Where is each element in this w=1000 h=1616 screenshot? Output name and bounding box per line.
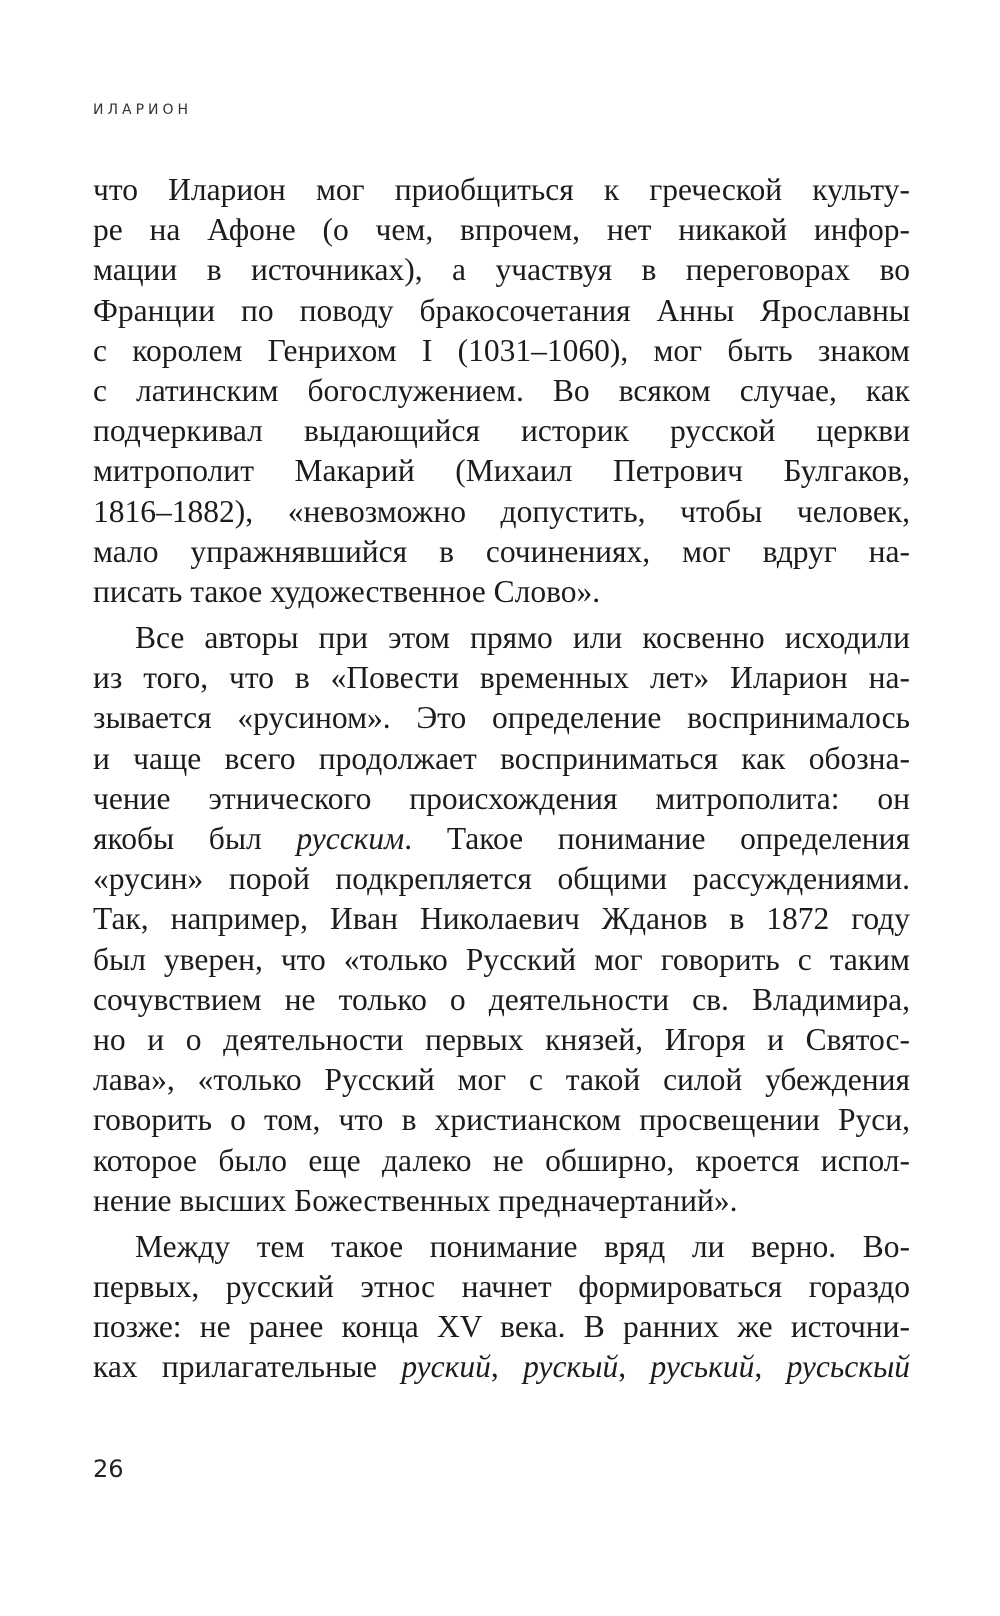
text-line [93,980,910,1020]
text-line [93,1347,910,1387]
text-line [93,1307,910,1347]
text-segment: лава», «только Русский мог с такой силой убеждения [93,1062,910,1098]
text-line [93,331,910,371]
text-segment: подчеркивал выдающийся историк русской церкви [93,413,910,449]
text-line [93,572,910,612]
text-segment: ре на Афоне (о чем, впрочем, нет никакой инфор- [93,212,910,248]
text-segment: , [754,1349,787,1385]
text-segment: что Иларион мог приобщиться к греческой культу- [93,172,910,207]
paragraph [93,170,910,612]
text-segment: «русин» порой подкрепляется общими рассуждениями. [93,861,910,897]
text-line [93,250,910,290]
text-line [93,1181,910,1221]
text-segment: Все авторы при этом прямо или косвенно исходили [135,620,910,656]
text-segment: с латинским богослужением. Во всяком случае, как [93,372,910,408]
text-line [93,411,910,451]
body-text [93,170,910,1388]
text-line [93,779,910,819]
text-segment: чение этнического происхождения митрополита: он [93,780,910,816]
text-line [93,618,910,658]
text-segment: 1816–1882), «невозможно допустить, чтобы человек, [93,493,910,529]
text-line [93,698,910,738]
text-line [93,819,910,859]
text-line [93,899,910,939]
text-segment: , [618,1349,651,1385]
italic-word: руський [650,1349,755,1385]
text-segment: Так, например, Иван Николаевич Жданов в 1872 году [93,901,910,937]
text-segment: из того, что в «Повести временных лет» Иларион на- [93,660,910,696]
paragraph [93,1227,910,1388]
text-line [93,1060,910,1100]
text-line [93,1141,910,1181]
text-segment: мало упражнявшийся в сочинениях, мог вдруг на- [93,533,910,569]
italic-word: руский [401,1349,491,1385]
text-segment: Между тем такое понимание вряд ли верно. Во- [135,1228,910,1264]
text-segment: якобы был [93,821,297,856]
text-segment: ках прилагательные [93,1349,402,1385]
page-number: 26 [93,1455,124,1483]
paragraph [93,618,910,1221]
text-segment: сочувствием не только о деятельности св. Владимира, [93,981,910,1017]
text-line [93,170,910,210]
text-segment: первых, русский этнос начнет формироваться гораздо [93,1269,910,1305]
text-line [93,739,910,779]
text-segment: и чаще всего продолжает восприниматься как обозна- [93,740,910,776]
text-line [93,371,910,411]
text-segment: говорить о том, что в христианском просвещении Руси, [93,1102,910,1138]
italic-word: рускый [523,1349,619,1385]
text-line [93,1020,910,1060]
text-segment: позже: не ранее конца XV века. В ранних же источни- [93,1309,910,1345]
text-segment: Франции по поводу бракосочетания Анны Ярославны [93,292,910,328]
text-line [93,1100,910,1140]
italic-word: русьскый [786,1349,910,1385]
text-segment: , [490,1349,524,1385]
text-line [93,1267,910,1307]
text-line [93,859,910,899]
text-segment: . Такое понимание определения [404,821,910,856]
text-segment: зывается «русином». Это определение воспринималось [93,700,910,736]
text-segment: которое было еще далеко не обширно, кроется испол- [93,1142,910,1178]
text-segment: нение высших Божественных предначертаний». [93,1182,738,1218]
text-segment: писать такое художественное Слово». [93,573,601,609]
text-segment: но и о деятельности первых князей, Игоря и Святос- [93,1021,910,1057]
text-line [93,291,910,331]
text-line [93,451,910,491]
text-line [93,210,910,250]
text-segment: мации в источниках), а участвуя в переговорах во [93,252,910,288]
italic-word: русским [296,821,405,856]
text-segment: был уверен, что «только Русский мог говорить с таким [93,941,910,977]
running-head: ИЛАРИОН [93,102,193,118]
text-line [93,940,910,980]
text-segment: с королем Генрихом I (1031–1060), мог быть знаком [93,332,910,368]
text-line [93,492,910,532]
text-line [93,532,910,572]
text-line [93,658,910,698]
text-line [93,1227,910,1267]
text-segment: митрополит Макарий (Михаил Петрович Булгаков, [93,453,910,489]
